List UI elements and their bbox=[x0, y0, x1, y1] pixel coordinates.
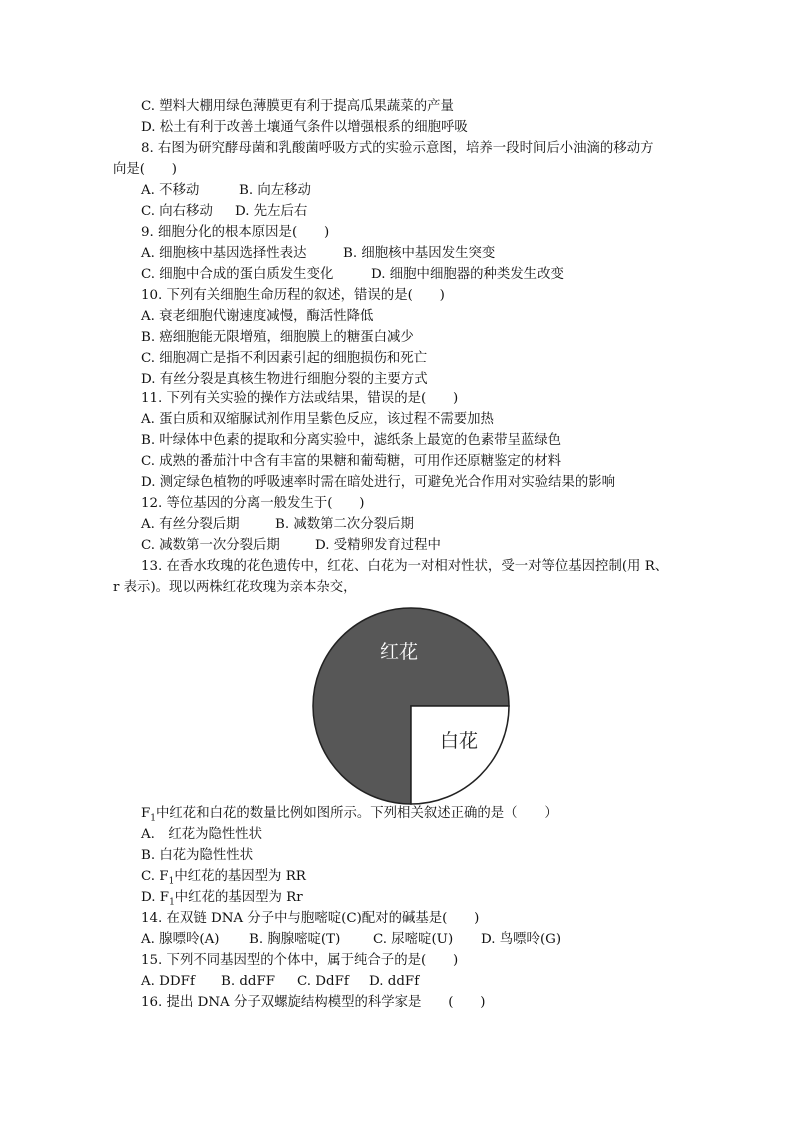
q13-stem-f1-line: $F_1$中红花和白花的数量比例如图所示。下列相关叙述正确的是（ ） bbox=[141, 806, 558, 824]
q12-option-b: B. 减数第二次分裂后期 bbox=[275, 517, 414, 532]
q13-option-b: B. 白花为隐性性状 bbox=[141, 848, 254, 863]
q11-option-d: D. 测定绿色植物的呼吸速率时需在暗处进行，可避免光合作用对实验结果的影响 bbox=[141, 475, 616, 490]
option-c-plastic-film: C. 塑料大棚用绿色薄膜更有利于提高瓜果蔬菜的产量 bbox=[141, 99, 454, 114]
q13-option-a: A. 红花为隐性性状 bbox=[141, 827, 263, 842]
q9-option-d: D. 细胞中细胞器的种类发生改变 bbox=[371, 267, 564, 282]
pie-label-white-flower: 白花 bbox=[439, 730, 479, 752]
q14-option-b: B. 胸腺嘧啶(T) bbox=[249, 932, 341, 947]
q12-option-c: C. 减数第一次分裂后期 bbox=[141, 538, 280, 553]
q10-option-a: A. 衰老细胞代谢速度减慢，酶活性降低 bbox=[141, 309, 374, 324]
q10-option-d: D. 有丝分裂是真核生物进行细胞分裂的主要方式 bbox=[141, 372, 428, 387]
q13-stem: 13. 在香水玫瑰的花色遗传中，红花、白花为一对相对性状，受一对等位基因控制(用 R、 bbox=[141, 559, 669, 574]
q15-option-d: D. ddFf bbox=[369, 974, 420, 989]
q13-option-d: D. $F_1$中红花的基因型为 Rr bbox=[141, 890, 303, 908]
q14-option-d: D. 鸟嘌呤(G) bbox=[481, 932, 562, 947]
q14-option-c: C. 尿嘧啶(U) bbox=[373, 932, 454, 947]
pie-label-red-flower: 红花 bbox=[379, 641, 419, 663]
q8-option-d: D. 先左后右 bbox=[235, 204, 308, 219]
q15-option-a: A. DDFf bbox=[141, 974, 195, 989]
q11-option-c: C. 成熟的番茄汁中含有丰富的果糖和葡萄糖，可用作还原糖鉴定的材料 bbox=[141, 454, 561, 469]
q11-option-a: A. 蛋白质和双缩脲试剂作用呈紫色反应，该过程不需要加热 bbox=[141, 412, 494, 427]
q12-option-d: D. 受精卵发育过程中 bbox=[315, 538, 441, 553]
q15-option-c: C. DdFf bbox=[297, 974, 349, 989]
pie-slice-white-flower bbox=[411, 706, 509, 804]
q10-option-c: C. 细胞凋亡是指不利因素引起的细胞损伤和死亡 bbox=[141, 351, 428, 366]
q12-option-a: A. 有丝分裂后期 bbox=[141, 517, 240, 532]
q8-option-c: C. 向右移动 bbox=[141, 204, 213, 219]
q10-stem: 10. 下列有关细胞生命历程的叙述，错误的是( ) bbox=[141, 288, 445, 303]
q8-option-b: B. 向左移动 bbox=[239, 183, 311, 198]
q11-option-b: B. 叶绿体中色素的提取和分离实验中，滤纸条上最宽的色素带呈蓝绿色 bbox=[141, 433, 562, 448]
flower-ratio-pie-chart bbox=[311, 606, 511, 806]
q16-stem: 16. 提出 DNA 分子双螺旋结构模型的科学家是 ( ) bbox=[141, 995, 486, 1010]
q10-option-b: B. 癌细胞能无限增殖，细胞膜上的糖蛋白减少 bbox=[141, 330, 414, 345]
q11-stem: 11. 下列有关实验的操作方法或结果，错误的是( ) bbox=[141, 391, 459, 406]
f1-symbol: $F_1$ bbox=[141, 806, 157, 824]
q9-option-a: A. 细胞核中基因选择性表达 bbox=[141, 246, 307, 261]
q9-stem: 9. 细胞分化的根本原因是( ) bbox=[141, 225, 330, 240]
q9-option-c: C. 细胞中合成的蛋白质发生变化 bbox=[141, 267, 334, 282]
q13-stem-continued: r 表示)。现以两株红花玫瑰为亲本杂交， bbox=[113, 580, 357, 595]
q12-stem: 12. 等位基因的分离一般发生于( ) bbox=[141, 496, 365, 511]
q8-option-a: A. 不移动 bbox=[141, 183, 200, 198]
q9-option-b: B. 细胞核中基因发生突变 bbox=[343, 246, 496, 261]
q8-stem: 8. 右图为研究酵母菌和乳酸菌呼吸方式的实验示意图，培养一段时间后小油滴的移动方 bbox=[141, 141, 654, 156]
option-d-loosen-soil: D. 松土有利于改善土壤通气条件以增强根系的细胞呼吸 bbox=[141, 120, 468, 135]
q14-option-a: A. 腺嘌呤(A) bbox=[141, 932, 220, 947]
q13-option-c: C. $F_1$中红花的基因型为 RR bbox=[141, 869, 306, 887]
q14-stem: 14. 在双链 DNA 分子中与胞嘧啶(C)配对的碱基是( ) bbox=[141, 911, 480, 926]
q8-stem-continued: 向是( ) bbox=[113, 162, 178, 177]
q15-option-b: B. ddFF bbox=[221, 974, 276, 989]
q15-stem: 15. 下列不同基因型的个体中，属于纯合子的是( ) bbox=[141, 953, 459, 968]
